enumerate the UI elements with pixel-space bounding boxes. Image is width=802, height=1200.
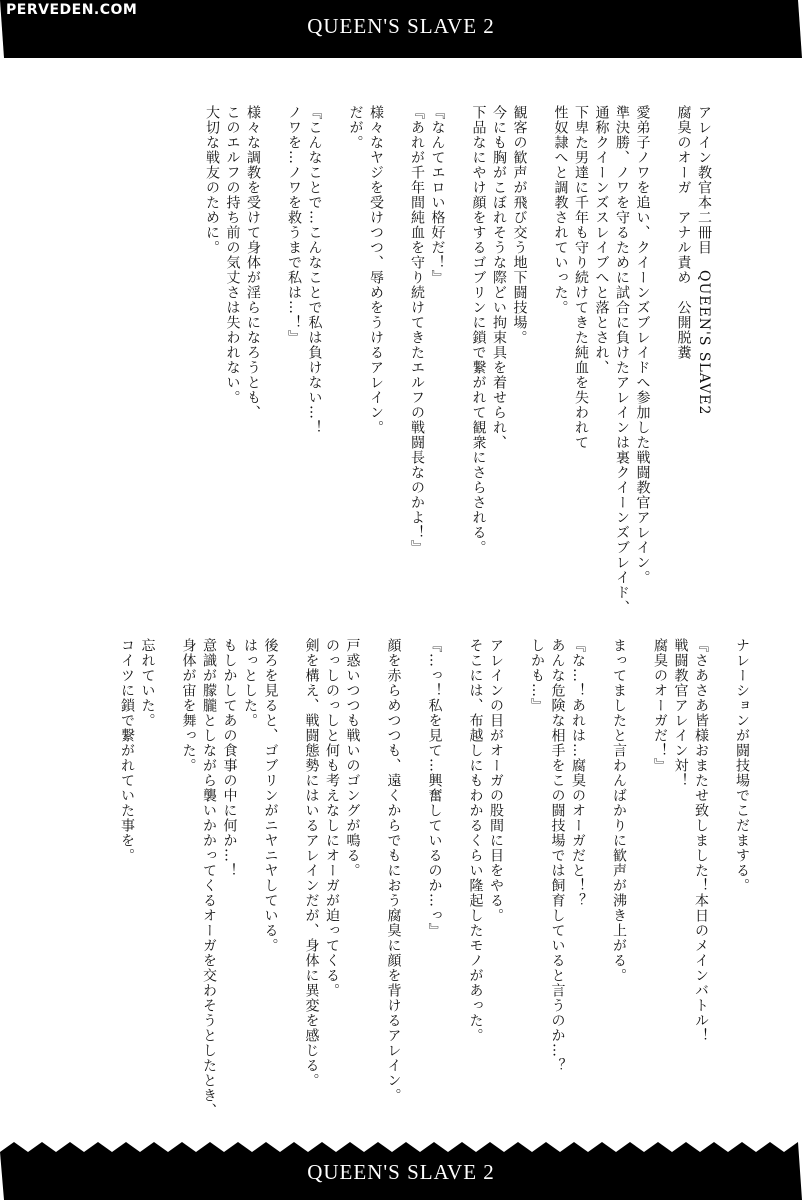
text-line: 『な…！あれは…腐臭のオーガだと！？ — [570, 638, 586, 908]
text-line: 後ろを見ると、ゴブリンがニヤニヤしている。 — [262, 638, 279, 953]
text-line: 『なんてエロい格好だ！』 — [429, 105, 446, 285]
text-line: だが。 — [347, 105, 364, 150]
text-line: ナレーションが闘技場でこだまする。 — [734, 638, 750, 893]
text-line: アレインの目がオーガの股間に目をやる。 — [488, 638, 504, 923]
text-line: そこには、布越しにもわかるくらい隆起したモノがあった。 — [467, 638, 484, 1043]
text-line: 剣を構え、戦闘態勢にはいるアレインだが、身体に異変を感じる。 — [303, 638, 320, 1088]
text-line: 性奴隷へと調教されていった。 — [552, 105, 569, 315]
text-line: 通称クイーンズスレイブへと落とされ、 — [593, 105, 610, 375]
text-line: 観客の歓声が飛び交う地下闘技場。 — [511, 105, 528, 345]
text-line: のっしのっしと何も考えなしにオーガが迫ってくる。 — [324, 638, 340, 998]
text-line: 忘れていた。 — [139, 638, 156, 728]
text-line: 下品なにやけ顔をするゴブリンに鎖で繋がれて観衆にさらされる。 — [470, 105, 487, 555]
text-line: 意識が朦朧としながら襲いかかってくるオーガを交わそうとしたとき、 — [201, 638, 217, 1118]
text-line: 大切な戦友のために。 — [204, 105, 220, 255]
text-line: まってましたと言わんばかりに歓声が沸き上がる。 — [611, 638, 627, 983]
watermark: PERVEDEN.COM — [6, 2, 138, 18]
text-line: 愛弟子ノワを追い、クイーンズブレイドへ参加した戦闘教官アレイン。 — [634, 105, 651, 585]
text-line: アレイン教官本二冊目 QUEEN'S SLAVE2 — [696, 105, 712, 416]
footer-banner — [0, 1138, 802, 1200]
text-line: しかも…』 — [529, 638, 545, 713]
text-line: 腐臭のオーガだ！』 — [652, 638, 668, 773]
text-line: このエルフの持ち前の気丈さは失われない。 — [224, 105, 241, 405]
text-line: コイツに鎖で繋がれていた事を。 — [119, 638, 135, 863]
text-line: 戦闘教官アレイン対！ — [672, 638, 689, 788]
text-line: ノワを…ノワを救うまで私は…！』 — [286, 105, 302, 345]
header-title: QUEEN'S SLAVE 2 — [307, 14, 495, 38]
text-line: 腐臭のオーガ アナル責め 公開脱糞 — [675, 105, 692, 360]
text-line: 下卑た男達に千年も守り続けてきた純血を失われて — [573, 105, 589, 450]
text-line: 顔を赤らめつつも、遠くからでもにおう腐臭に顔を背けるアレイン。 — [385, 638, 402, 1103]
text-line: 『こんなことで…こんなことで私は負けない…！ — [306, 105, 323, 435]
text-line: もしかしてあの食事の中に何か…！ — [221, 638, 238, 878]
text-line: 『さあさあ皆様おまたせ致しました！本日のメインバトル！ — [693, 638, 709, 1043]
text-line: あんな危険な相手をこの闘技場では飼育していると言うのか…？ — [549, 638, 566, 1073]
text-line: 準決勝、ノワを守るために試合に負けたアレインは裏クイーンズブレイド、 — [614, 105, 630, 615]
header-banner — [0, 0, 802, 62]
text-line: 身体が宙を舞った。 — [180, 638, 197, 773]
intro-text-block — [94, 105, 714, 615]
text-line: 今にも胸がこぼれそうな際どい拘束具を着せられ、 — [491, 105, 507, 450]
text-line: 『…っ！私を見て…興奮しているのか…っ』 — [426, 638, 443, 938]
footer-title: QUEEN'S SLAVE 2 — [307, 1160, 495, 1184]
text-line: はっとした。 — [242, 638, 258, 728]
text-line: 『あれが千年間純血を守り続けてきたエルフの戦闘長なのかよ！』 — [409, 105, 425, 555]
text-line: 様々な調教を受けて身体が淫らになろうとも、 — [245, 105, 261, 420]
story-text-block — [82, 638, 752, 1123]
text-line: 様々なヤジを受けつつ、辱めをうけるアレイン。 — [368, 105, 384, 435]
text-line: 戸惑いつつも戦いのゴングが鳴る。 — [344, 638, 361, 878]
